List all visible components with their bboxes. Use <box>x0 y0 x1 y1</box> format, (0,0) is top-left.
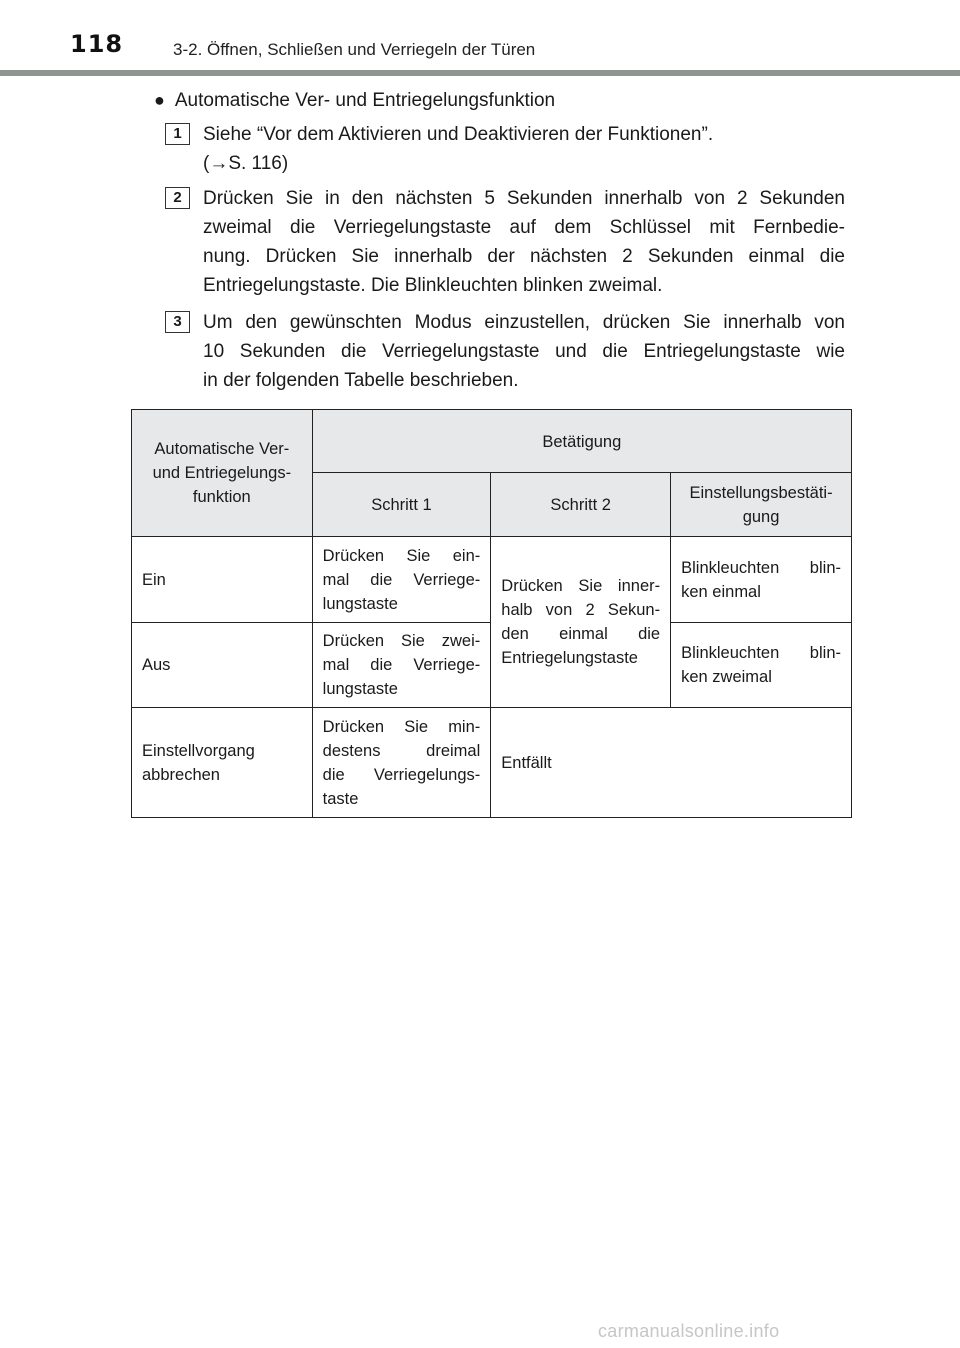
step-3 <box>165 308 845 395</box>
step-text <box>203 308 845 395</box>
header-step1: Schritt 1 <box>312 473 491 537</box>
row-function <box>132 708 313 818</box>
header-line: funktion <box>192 488 251 506</box>
header-operation: Betätigung <box>312 410 851 473</box>
watermark: carmanualsonline.info <box>598 1321 780 1341</box>
cell-line: Drücken Sie ein- <box>322 546 481 565</box>
shared-step2 <box>491 537 671 708</box>
step-number-badge: 3 <box>165 311 190 333</box>
step-line: Siehe “Vor dem Aktivieren und Deaktivieren der Funktionen”. <box>203 124 714 145</box>
header-step2: Schritt 2 <box>491 473 671 537</box>
header-rule <box>0 70 960 76</box>
step-number-badge: 2 <box>165 187 190 209</box>
row-step1 <box>312 623 491 708</box>
step-1 <box>165 120 845 178</box>
cell-line: lungstaste <box>322 680 398 698</box>
step-number-badge: 1 <box>165 123 190 145</box>
chapter-title: 3-2. Öffnen, Schließen und Verriegeln der Türen <box>173 40 536 59</box>
cell-line: den einmal die <box>501 625 661 643</box>
cell-line: Blinkleuchten blin- <box>681 644 841 662</box>
step-line: in der folgenden Tabelle beschrieben. <box>203 370 519 391</box>
header-line: Einstellungsbestäti- <box>689 483 833 502</box>
section-heading <box>154 87 555 114</box>
row-step1 <box>312 708 491 818</box>
bullet-icon: ● <box>154 90 165 110</box>
table-row <box>132 537 852 623</box>
header-line: Automatische Ver- <box>154 440 290 458</box>
step-line: Drücken Sie in den nächsten 5 Sekunden innerhalb von 2 Sekunden <box>203 188 845 209</box>
step-text <box>203 120 845 178</box>
header-line: und Entriegelungs- <box>152 464 292 482</box>
cell-line: die Verriegelungs- <box>322 765 481 784</box>
cell-line: Drücken Sie inner- <box>501 577 661 595</box>
cell-line: ken einmal <box>681 582 761 601</box>
row-step1 <box>312 537 491 623</box>
cell-line: Drücken Sie zwei- <box>322 632 481 650</box>
cell-line: taste <box>322 789 359 808</box>
step-line: nung. Drücken Sie innerhalb der nächsten 2 Sekunden einmal die <box>203 246 845 267</box>
cell-line: Drücken Sie min- <box>322 717 481 736</box>
step-line: 10 Sekunden die Verriegelungstaste und die Entriegelungstaste wie <box>203 341 845 362</box>
step-line: (→S. 116) <box>203 153 289 174</box>
cell-line: lungstaste <box>322 594 398 613</box>
table-header-row <box>132 410 852 473</box>
step-line: Um den gewünschten Modus einzustellen, drücken Sie innerhalb von <box>203 312 845 333</box>
cell-line: mal die Verriege- <box>322 656 481 674</box>
step-text <box>203 184 845 300</box>
cell-line: destens dreimal <box>322 741 481 760</box>
cell-line: ken zweimal <box>681 668 772 686</box>
row-confirm <box>671 623 852 708</box>
row-step2-confirm: Entfällt <box>491 708 852 818</box>
row-function: Aus <box>132 623 313 708</box>
row-function: Ein <box>132 537 313 623</box>
cell-line: Entriegelungstaste <box>501 649 638 667</box>
cell-line: mal die Verriege- <box>322 570 481 589</box>
step-line: zweimal die Verriegelungstaste auf dem Schlüssel mit Fernbedie- <box>203 217 845 238</box>
section-heading-text: Automatische Ver- und Entriegelungsfunktion <box>174 90 556 111</box>
header-confirm <box>671 473 852 537</box>
header-function <box>132 410 313 537</box>
cell-line: Blinkleuchten blin- <box>681 558 841 577</box>
cell-line: abbrechen <box>142 765 220 784</box>
step-line: Entriegelungstaste. Die Blinkleuchten blinken zweimal. <box>203 275 663 296</box>
row-confirm <box>671 537 852 623</box>
header-line: gung <box>742 507 780 526</box>
settings-table <box>131 409 852 818</box>
cell-line: Einstellvorgang <box>142 741 255 760</box>
step-2 <box>165 184 845 300</box>
page-number: 118 <box>70 30 124 58</box>
cell-line: halb von 2 Sekun- <box>501 601 661 619</box>
table-row <box>132 708 852 818</box>
